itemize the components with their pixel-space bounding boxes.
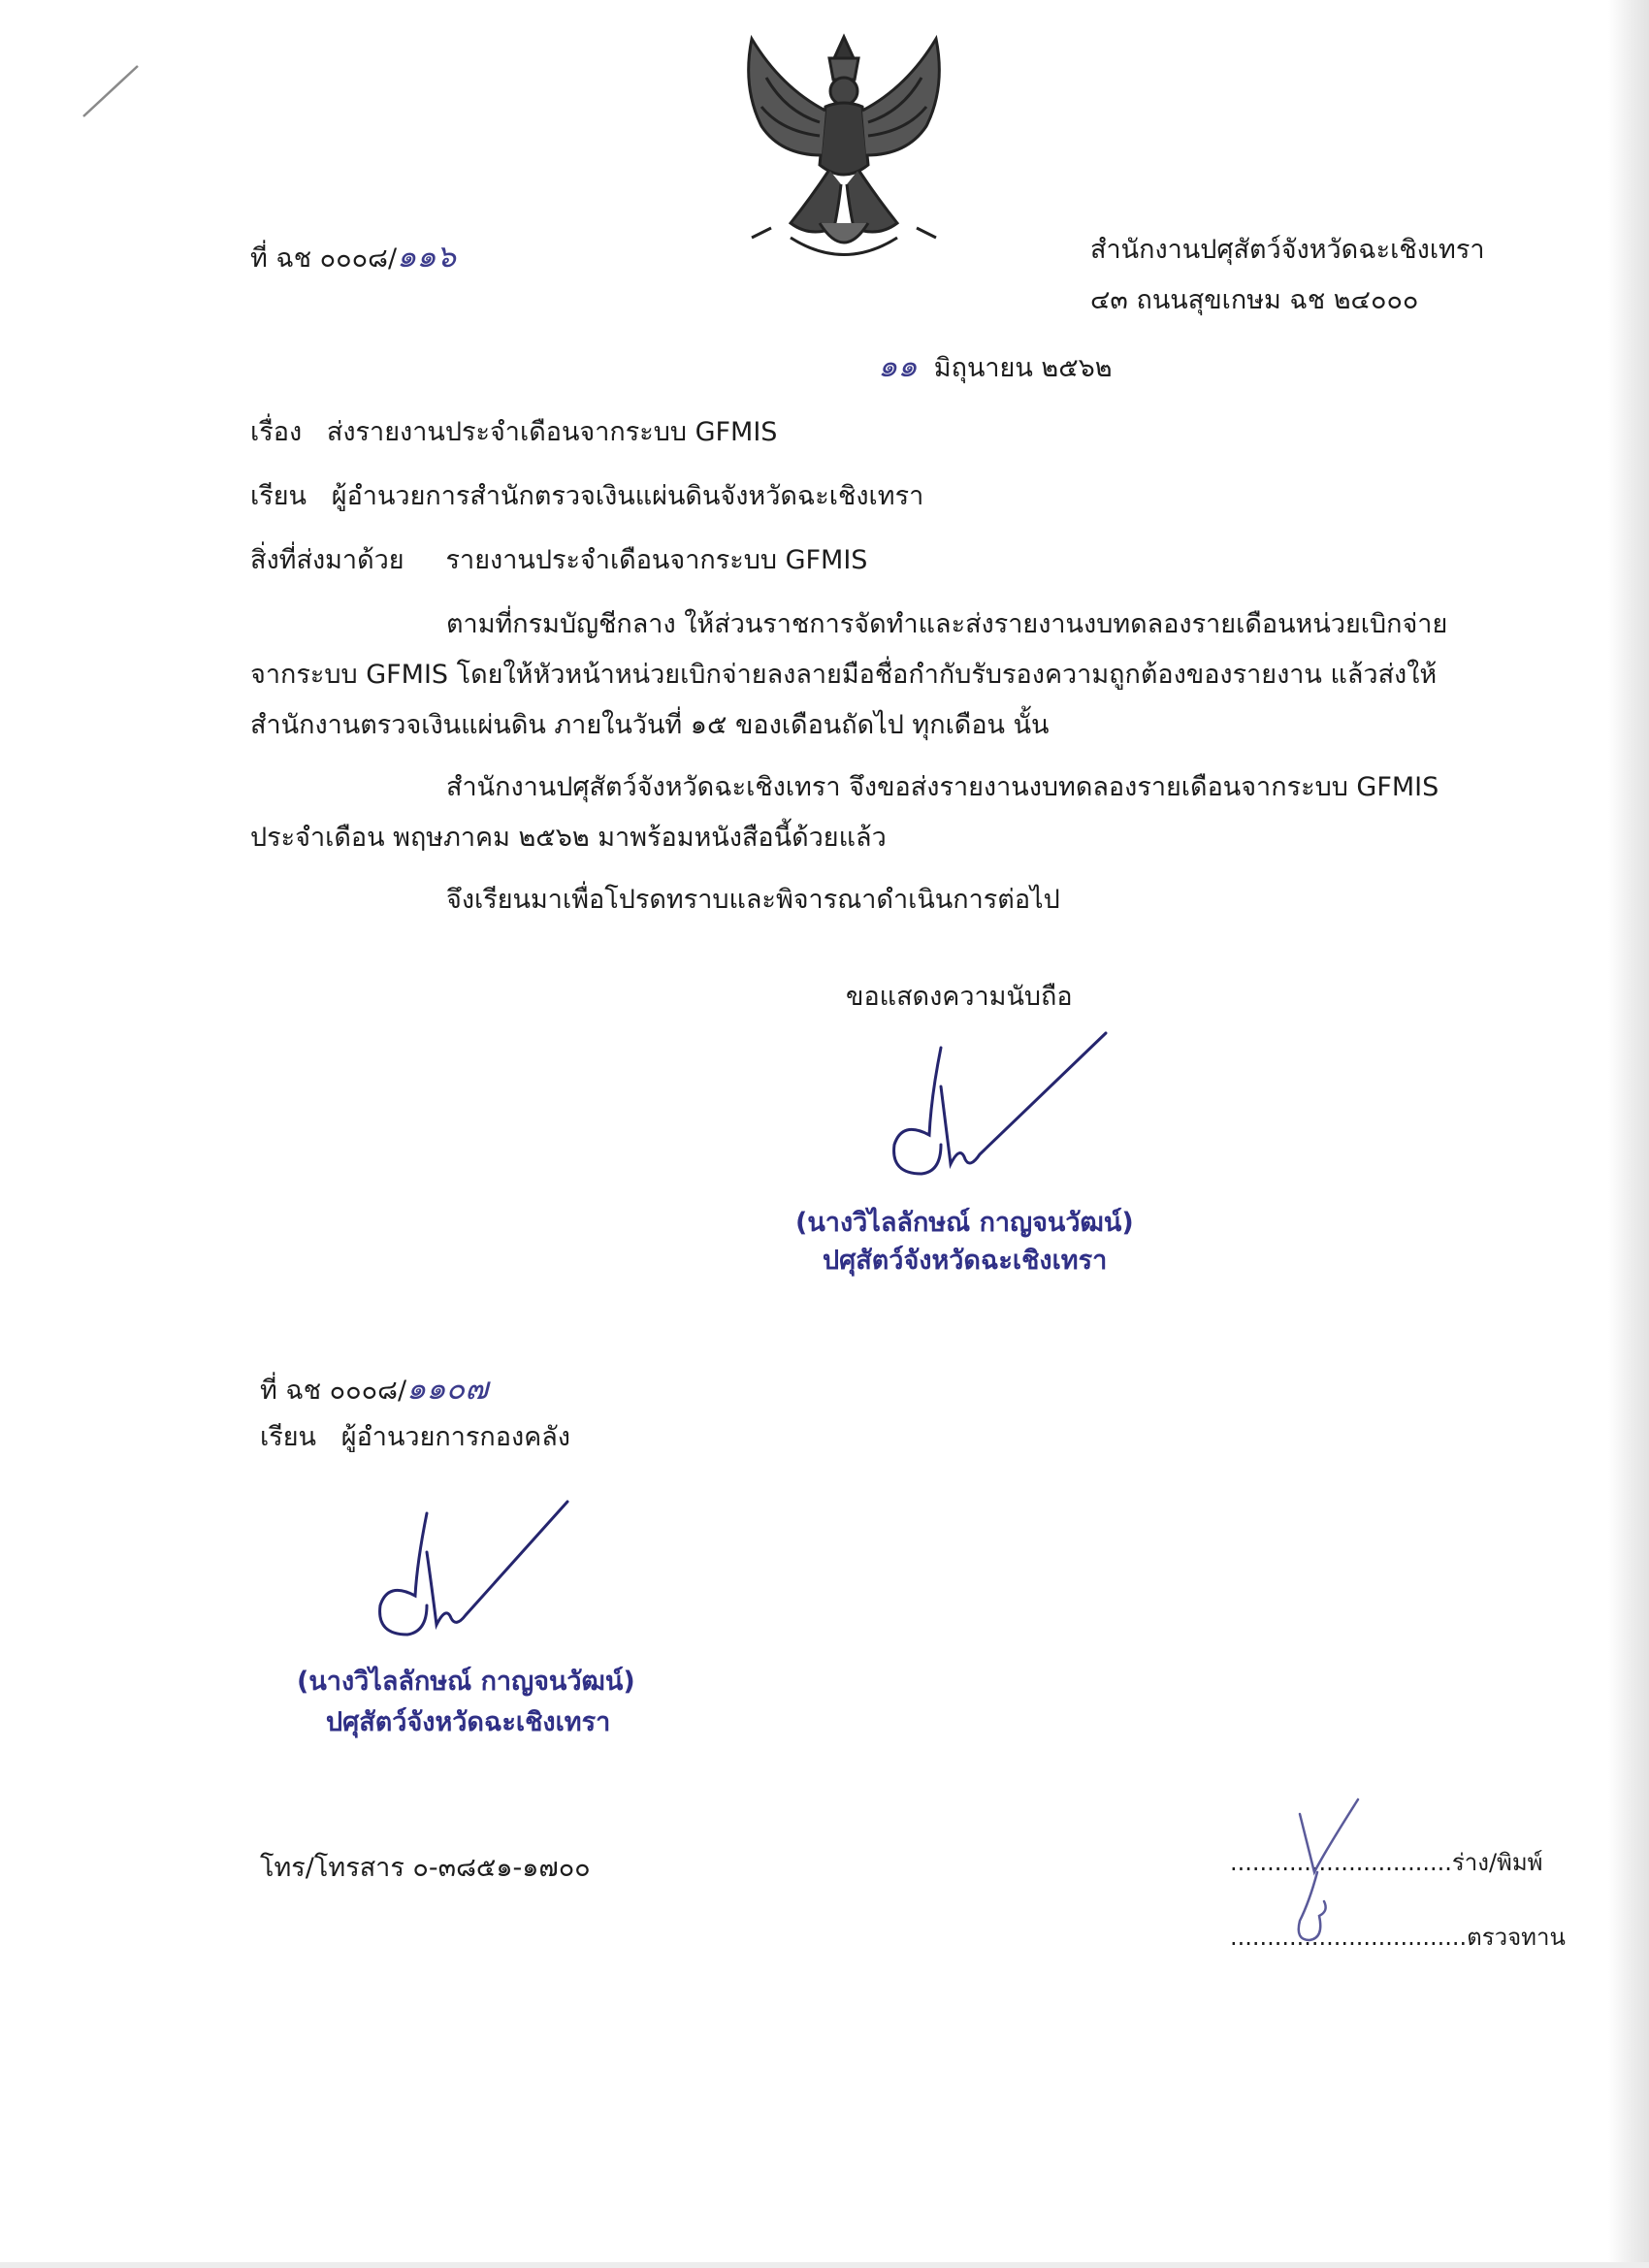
signature-handwritten (873, 1028, 1125, 1203)
forward-recipient-line (260, 1420, 570, 1455)
paragraph-2-line-1: สำนักงานปศุสัตว์จังหวัดฉะเชิงเทรา จึงขอส่งรายงานงบทดลองรายเดือนจากระบบ GFMIS (446, 772, 1439, 802)
signer-name-stamp: (นางวิไลลักษณ์ กาญจนวัฒน์) (795, 1208, 1134, 1238)
subject-label: เรื่อง (250, 417, 303, 447)
draft-typed-by: ..............................ร่าง/พิมพ์ (1230, 1849, 1543, 1876)
paragraph-3: จึงเรียนมาเพื่อโปรดทราบและพิจารณาดำเนินการต่อไป (446, 885, 1060, 915)
forward-handwritten-number: ๑๑๐๗ (406, 1370, 489, 1407)
garuda-emblem-icon (732, 29, 955, 272)
reference-number (250, 239, 456, 276)
enclosure-text: รายงานประจำเดือนจากระบบ GFMIS (445, 545, 868, 575)
recipient-text: ผู้อำนวยการสำนักตรวจเงินแผ่นดินจังหวัดฉะเชิงเทรา (331, 481, 924, 511)
scan-bottom-edge (0, 2262, 1649, 2268)
enclosure-line (250, 543, 867, 578)
closing-salutation: ขอแสดงความนับถือ (846, 982, 1073, 1012)
forward-reference-number (260, 1371, 488, 1409)
signer-title-stamp: ปศุสัตว์จังหวัดฉะเชิงเทรา (823, 1246, 1108, 1276)
forward-recipient-label: เรียน (260, 1422, 317, 1452)
office-name: สำนักงานปศุสัตว์จังหวัดฉะเชิงเทรา (1090, 235, 1485, 265)
date-handwritten-day: ๑๑ (878, 347, 918, 384)
forward-signer-name-stamp: (นางวิไลลักษณ์ กาญจนวัฒน์) (297, 1667, 635, 1697)
office-address: ๔๓ ถนนสุขเกษม ฉช ๒๔๐๐๐ (1090, 285, 1419, 315)
initials-handwritten (1271, 1795, 1377, 1960)
paragraph-1-line-1: ตามที่กรมบัญชีกลาง ให้ส่วนราชการจัดทำและส่งรายงานงบทดลองรายเดือนหน่วยเบิกจ่าย (446, 609, 1448, 639)
paragraph-2-line-2: ประจำเดือน พฤษภาคม ๒๕๖๒ มาพร้อมหนังสือนี้ด้วยแล้ว (250, 823, 887, 853)
phone-fax: โทร/โทรสาร ๐-๓๘๕๑-๑๗๐๐ (260, 1853, 591, 1883)
paragraph-1-line-3: สำนักงานตรวจเงินแผ่นดิน ภายในวันที่ ๑๕ ของเดือนถัดไป ทุกเดือน นั้น (250, 710, 1050, 740)
recipient-label: เรียน (250, 481, 307, 511)
forward-signer-title-stamp: ปศุสัตว์จังหวัดฉะเชิงเทรา (326, 1707, 611, 1737)
forward-reference-prefix: ที่ ฉช ๐๐๐๘/ (260, 1376, 407, 1406)
forward-signature-handwritten (359, 1494, 582, 1659)
forward-recipient-text: ผู้อำนวยการกองคลัง (340, 1422, 570, 1452)
enclosure-label: สิ่งที่ส่งมาด้วย (250, 545, 404, 575)
checked-by: ................................ตรวจทาน (1230, 1924, 1566, 1951)
subject-text: ส่งรายงานประจำเดือนจากระบบ GFMIS (326, 417, 778, 447)
letter-date (878, 348, 1113, 386)
reference-prefix: ที่ ฉช ๐๐๐๘/ (250, 243, 398, 274)
subject-line (250, 415, 777, 450)
date-month-year: มิถุนายน ๒๕๖๒ (933, 353, 1113, 383)
recipient-line (250, 479, 923, 514)
reference-handwritten-number: ๑๑๖ (397, 238, 456, 275)
paragraph-1-line-2: จากระบบ GFMIS โดยให้หัวหน้าหน่วยเบิกจ่ายลงลายมือชื่อกำกับรับรองความถูกต้องของรายงาน แล้วส่งให้ (250, 660, 1438, 690)
scan-edge-shadow (1608, 0, 1649, 2268)
pen-stroke-mark (78, 58, 146, 126)
